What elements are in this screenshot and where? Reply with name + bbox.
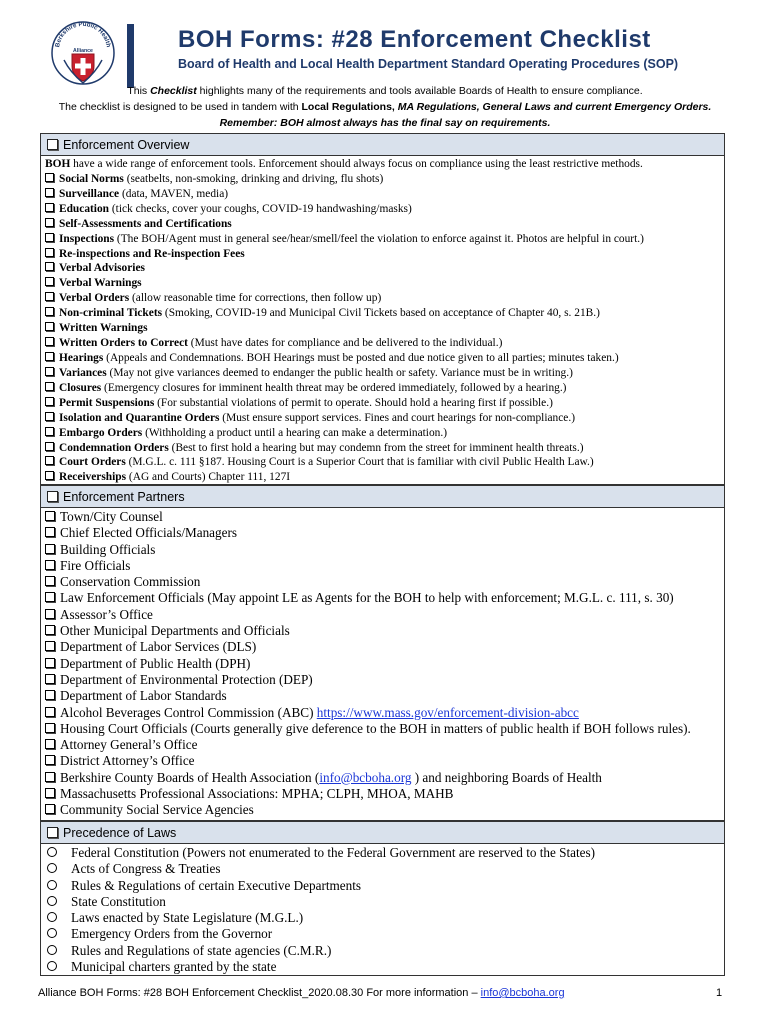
checkbox-icon[interactable] bbox=[45, 248, 54, 257]
checkbox-icon[interactable] bbox=[45, 412, 54, 421]
overview-item-term: Hearings bbox=[59, 351, 104, 364]
overview-item bbox=[45, 321, 724, 336]
partner-item bbox=[45, 558, 724, 574]
overview-item bbox=[45, 217, 724, 232]
partner-item-label: Conservation Commission bbox=[60, 574, 201, 590]
checkbox-icon[interactable] bbox=[45, 772, 55, 782]
partner-item-label: Department of Public Health (DPH) bbox=[60, 655, 251, 671]
overview-item-detail: (data, MAVEN, media) bbox=[119, 187, 229, 200]
overview-item-term: Verbal Advisories bbox=[59, 262, 145, 275]
law-item bbox=[45, 959, 724, 975]
partner-item bbox=[45, 525, 724, 541]
checkbox-icon[interactable] bbox=[45, 625, 55, 635]
enforcement-partners-list bbox=[41, 508, 724, 819]
partner-item-label: Other Municipal Departments and Officials bbox=[60, 623, 290, 639]
law-item-label: Rules and Regulations of state agencies (C.M.R.) bbox=[71, 942, 332, 958]
overview-item-term: Permit Suspensions bbox=[59, 396, 155, 409]
overview-item-term: Inspections bbox=[59, 232, 115, 245]
law-item-label: Municipal charters granted by the state bbox=[71, 959, 277, 975]
bcboha-email-link[interactable]: info@bcboha.org bbox=[319, 769, 412, 785]
overview-item-term: Re-inspections and Re-inspection Fees bbox=[59, 247, 245, 260]
partner-item bbox=[45, 721, 724, 737]
partner-item-label: District Attorney’s Office bbox=[60, 753, 195, 769]
header-accent-bar bbox=[127, 24, 134, 88]
law-item bbox=[45, 926, 724, 942]
law-item-label: Federal Constitution (Powers not enumerated to the Federal Government are reserved to the States) bbox=[71, 845, 596, 860]
overview-item bbox=[45, 441, 724, 456]
checkbox-icon[interactable] bbox=[47, 139, 58, 150]
partner-item bbox=[45, 688, 724, 704]
overview-item bbox=[45, 172, 724, 187]
overview-item-detail: (M.G.L. c. 111 §187. Housing Court is a Superior Court that is familiar with civil Public Health Law.) bbox=[125, 456, 594, 469]
checkbox-icon[interactable] bbox=[45, 337, 54, 346]
law-item-label: State Constitution bbox=[71, 893, 166, 909]
overview-item bbox=[45, 396, 724, 411]
enforcement-partners-header bbox=[41, 486, 724, 508]
checkbox-icon[interactable] bbox=[47, 827, 58, 838]
section-title: Enforcement Overview bbox=[63, 137, 190, 152]
checkbox-icon[interactable] bbox=[45, 292, 54, 301]
partner-item bbox=[45, 590, 724, 606]
checkbox-icon[interactable] bbox=[45, 788, 55, 798]
overview-item-detail: (The BOH/Agent must in general see/hear/smell/feel the violation to enforce against it. Photos are helpful in court.) bbox=[114, 232, 644, 245]
enforcement-overview-header bbox=[41, 134, 724, 156]
overview-item bbox=[45, 247, 724, 262]
partner-item-suffix: ) and neighboring Boards of Health bbox=[411, 769, 602, 785]
page-subtitle: Board of Health and Local Health Department Standard Operating Procedures (SOP) bbox=[178, 57, 679, 71]
overview-item-detail: (Must ensure support services. Fines and court hearings for non-compliance.) bbox=[219, 411, 575, 424]
checkbox-icon[interactable] bbox=[45, 658, 55, 668]
overview-item-term: Isolation and Quarantine Orders bbox=[59, 411, 220, 424]
partner-item-label: Berkshire County Boards of Health Association ( bbox=[60, 769, 320, 785]
enforcement-partners-section bbox=[40, 485, 725, 821]
partner-item bbox=[45, 639, 724, 655]
page-footer: Alliance BOH Forms: #28 BOH Enforcement Checklist_2020.08.30 For more information – info@bcboha.org bbox=[38, 987, 565, 999]
overview-item bbox=[45, 411, 724, 426]
checkbox-icon[interactable] bbox=[45, 203, 54, 212]
radio-circle-icon[interactable] bbox=[47, 880, 57, 890]
checkbox-icon[interactable] bbox=[45, 641, 55, 651]
checkbox-icon[interactable] bbox=[45, 592, 55, 602]
checkbox-icon[interactable] bbox=[45, 233, 54, 242]
overview-item-term: Surveillance bbox=[59, 187, 120, 200]
radio-circle-icon[interactable] bbox=[47, 961, 57, 971]
checkbox-icon[interactable] bbox=[45, 427, 54, 436]
overview-item bbox=[45, 291, 724, 306]
checkbox-icon[interactable] bbox=[45, 560, 55, 570]
partner-item bbox=[45, 542, 724, 558]
checkbox-icon[interactable] bbox=[45, 674, 55, 684]
overview-item-term: Variances bbox=[59, 366, 107, 379]
radio-circle-icon[interactable] bbox=[47, 847, 57, 857]
checkbox-icon[interactable] bbox=[45, 188, 54, 197]
checkbox-icon[interactable] bbox=[45, 527, 55, 537]
checkbox-icon[interactable] bbox=[45, 307, 54, 316]
overview-item-term: Embargo Orders bbox=[59, 426, 143, 439]
overview-item-term: Written Warnings bbox=[59, 322, 148, 335]
overview-item bbox=[45, 351, 724, 366]
radio-circle-icon[interactable] bbox=[47, 912, 57, 922]
partner-item bbox=[45, 770, 724, 786]
partner-item-label: Fire Officials bbox=[60, 557, 131, 573]
partner-item bbox=[45, 705, 724, 721]
precedence-of-laws-list bbox=[41, 844, 724, 975]
berkshire-public-health-alliance-logo bbox=[50, 20, 116, 86]
overview-item bbox=[45, 426, 724, 441]
partner-item-label: Massachusetts Professional Associations: MPHA; CLPH, MHOA, MAHB bbox=[60, 786, 454, 802]
checkbox-icon[interactable] bbox=[45, 456, 54, 465]
overview-item bbox=[45, 232, 724, 247]
checkbox-icon[interactable] bbox=[45, 352, 54, 361]
checkbox-icon[interactable] bbox=[45, 511, 55, 521]
checkbox-icon[interactable] bbox=[47, 491, 58, 502]
partner-item-label: Department of Labor Services (DLS) bbox=[60, 639, 257, 655]
precedence-of-laws-section bbox=[40, 821, 725, 976]
overview-item-detail: (Must have dates for compliance and be delivered to the individual.) bbox=[187, 337, 503, 350]
overview-item-detail: (Best to first hold a hearing but may condemn from the street for imminent health threats.) bbox=[168, 441, 584, 454]
overview-item-detail: (Smoking, COVID-19 and Municipal Civil Tickets based on acceptance of Chapter 40, s. 21B.) bbox=[162, 307, 600, 320]
page-number: 1 bbox=[716, 987, 723, 999]
intro-reminder: Remember: BOH almost always has the final say on requirements. bbox=[219, 117, 551, 129]
enforcement-overview-section bbox=[40, 133, 725, 485]
overview-lead: BOH have a wide range of enforcement tools. Enforcement should always focus on compliance using the least restrictive methods. bbox=[45, 158, 643, 170]
law-item bbox=[45, 878, 724, 894]
checkbox-icon[interactable] bbox=[45, 442, 54, 451]
overview-item bbox=[45, 306, 724, 321]
precedence-of-laws-header bbox=[41, 822, 724, 844]
partner-item bbox=[45, 753, 724, 769]
partner-item bbox=[45, 656, 724, 672]
law-item bbox=[45, 943, 724, 959]
page-title: BOH Forms: #28 Enforcement Checklist bbox=[178, 26, 651, 53]
overview-item bbox=[45, 276, 724, 291]
partner-item-label: Housing Court Officials (Courts generally give deference to the BOH in matters of public health if BOH follows rules). bbox=[60, 720, 691, 736]
partner-item-label: Community Social Service Agencies bbox=[60, 802, 254, 818]
partner-item bbox=[45, 672, 724, 688]
checkbox-icon[interactable] bbox=[45, 367, 54, 376]
overview-item-term: Non-criminal Tickets bbox=[59, 307, 163, 320]
partner-item bbox=[45, 509, 724, 525]
overview-item-term: Education bbox=[59, 202, 110, 215]
section-title: Precedence of Laws bbox=[63, 825, 177, 840]
overview-item-term: Written Orders to Correct bbox=[59, 337, 188, 350]
checkbox-icon[interactable] bbox=[45, 322, 54, 331]
overview-item-term: Court Orders bbox=[59, 456, 126, 469]
overview-item-term: Verbal Warnings bbox=[59, 277, 142, 290]
intro-line-2: The checklist is designed to be used in tandem with Local Regulations, MA Regulations, General Laws and current Emergency Orders. bbox=[58, 101, 712, 113]
overview-item-detail: (seatbelts, non-smoking, drinking and driving, flu shots) bbox=[123, 172, 384, 185]
law-item-label: Rules & Regulations of certain Executive Departments bbox=[71, 877, 362, 893]
partner-item-label: Building Officials bbox=[60, 541, 156, 557]
overview-item-term: Self-Assessments and Certifications bbox=[59, 217, 232, 230]
overview-item-detail: (May not give variances deemed to endanger the public health or safety. Variance must be in writing.) bbox=[106, 366, 573, 379]
checkbox-icon[interactable] bbox=[45, 218, 54, 227]
overview-item-term: Receiverships bbox=[59, 471, 127, 484]
checkbox-icon[interactable] bbox=[45, 804, 55, 814]
footer-email-link[interactable]: info@bcboha.org bbox=[480, 987, 565, 999]
section-title: Enforcement Partners bbox=[63, 489, 185, 504]
partner-item-label: Law Enforcement Officials (May appoint LE as Agents for the BOH to help with enforcement; M.G.L. c. 111, s. 30) bbox=[60, 590, 674, 606]
partner-item bbox=[45, 574, 724, 590]
radio-circle-icon[interactable] bbox=[47, 945, 57, 955]
checkbox-icon[interactable] bbox=[45, 262, 54, 271]
checkbox-icon[interactable] bbox=[45, 397, 54, 406]
checkbox-icon[interactable] bbox=[45, 609, 55, 619]
overview-item bbox=[45, 366, 724, 381]
checkbox-icon[interactable] bbox=[45, 382, 54, 391]
overview-item-term: Closures bbox=[59, 381, 102, 394]
checkbox-icon[interactable] bbox=[45, 690, 55, 700]
overview-item-term: Verbal Orders bbox=[59, 292, 130, 305]
checkbox-icon[interactable] bbox=[45, 173, 54, 182]
checkbox-icon[interactable] bbox=[45, 576, 55, 586]
partner-item bbox=[45, 786, 724, 802]
partner-item-label: Chief Elected Officials/Managers bbox=[60, 525, 237, 541]
overview-item-term: Condemnation Orders bbox=[59, 441, 169, 454]
partner-item bbox=[45, 623, 724, 639]
overview-item-detail: (Appeals and Condemnations. BOH Hearings must be posted and due notice given to all parties; minutes taken.) bbox=[103, 351, 619, 364]
checkbox-icon[interactable] bbox=[45, 755, 55, 765]
checkbox-icon[interactable] bbox=[45, 707, 55, 717]
overview-item bbox=[45, 336, 724, 351]
overview-item-detail: (allow reasonable time for corrections, then follow up) bbox=[129, 292, 382, 305]
partner-item-label: Assessor’s Office bbox=[60, 606, 153, 622]
partner-item-label: Town/City Counsel bbox=[60, 509, 163, 524]
radio-circle-icon[interactable] bbox=[47, 896, 57, 906]
overview-item-detail: (Withholding a product until a hearing can make a determination.) bbox=[142, 426, 447, 439]
partner-item-label: Department of Labor Standards bbox=[60, 688, 227, 704]
overview-item bbox=[45, 381, 724, 396]
overview-item bbox=[45, 187, 724, 202]
partner-item-label: Department of Environmental Protection (DEP) bbox=[60, 671, 313, 687]
law-item-label: Laws enacted by State Legislature (M.G.L.) bbox=[71, 910, 304, 926]
radio-circle-icon[interactable] bbox=[47, 863, 57, 873]
abc-enforcement-link[interactable]: https://www.mass.gov/enforcement-division-abcc bbox=[316, 704, 579, 720]
svg-text:Berkshire Public Health: Berkshire Public Health bbox=[54, 20, 112, 48]
overview-item-detail: (Emergency closures for imminent health threat may be ordered immediately, followed by a hearing.) bbox=[101, 381, 567, 394]
law-item bbox=[45, 861, 724, 877]
overview-item bbox=[45, 261, 724, 276]
overview-item bbox=[45, 470, 724, 485]
partner-item bbox=[45, 737, 724, 753]
partner-item bbox=[45, 607, 724, 623]
checkbox-icon[interactable] bbox=[45, 471, 54, 480]
intro-line-1: This Checklist highlights many of the requirements and tools available Boards of Health to ensure compliance. bbox=[127, 85, 643, 97]
law-item bbox=[45, 845, 724, 861]
checkbox-icon[interactable] bbox=[45, 277, 54, 286]
svg-text:Alliance: Alliance bbox=[73, 48, 93, 54]
law-item bbox=[45, 894, 724, 910]
overview-item-term: Social Norms bbox=[59, 172, 124, 185]
checkbox-icon[interactable] bbox=[45, 739, 55, 749]
partner-item-label: Alcohol Beverages Control Commission (ABC) bbox=[60, 704, 317, 720]
law-item bbox=[45, 910, 724, 926]
radio-circle-icon[interactable] bbox=[47, 928, 57, 938]
checkbox-icon[interactable] bbox=[45, 544, 55, 554]
partner-item bbox=[45, 802, 724, 818]
enforcement-overview-list bbox=[41, 156, 724, 485]
law-item-label: Emergency Orders from the Governor bbox=[71, 926, 273, 942]
checkbox-icon[interactable] bbox=[45, 723, 55, 733]
partner-item-label: Attorney General’s Office bbox=[60, 737, 198, 753]
overview-item bbox=[45, 202, 724, 217]
overview-item-detail: (For substantial violations of permit to operate. Should hold a hearing first if possible.) bbox=[154, 396, 553, 409]
overview-item bbox=[45, 455, 724, 470]
overview-item-detail: (tick checks, cover your coughs, COVID-19 handwashing/masks) bbox=[109, 202, 412, 215]
overview-item-detail: (AG and Courts) Chapter 111, 127I bbox=[126, 471, 291, 484]
law-item-label: Acts of Congress & Treaties bbox=[71, 861, 221, 877]
